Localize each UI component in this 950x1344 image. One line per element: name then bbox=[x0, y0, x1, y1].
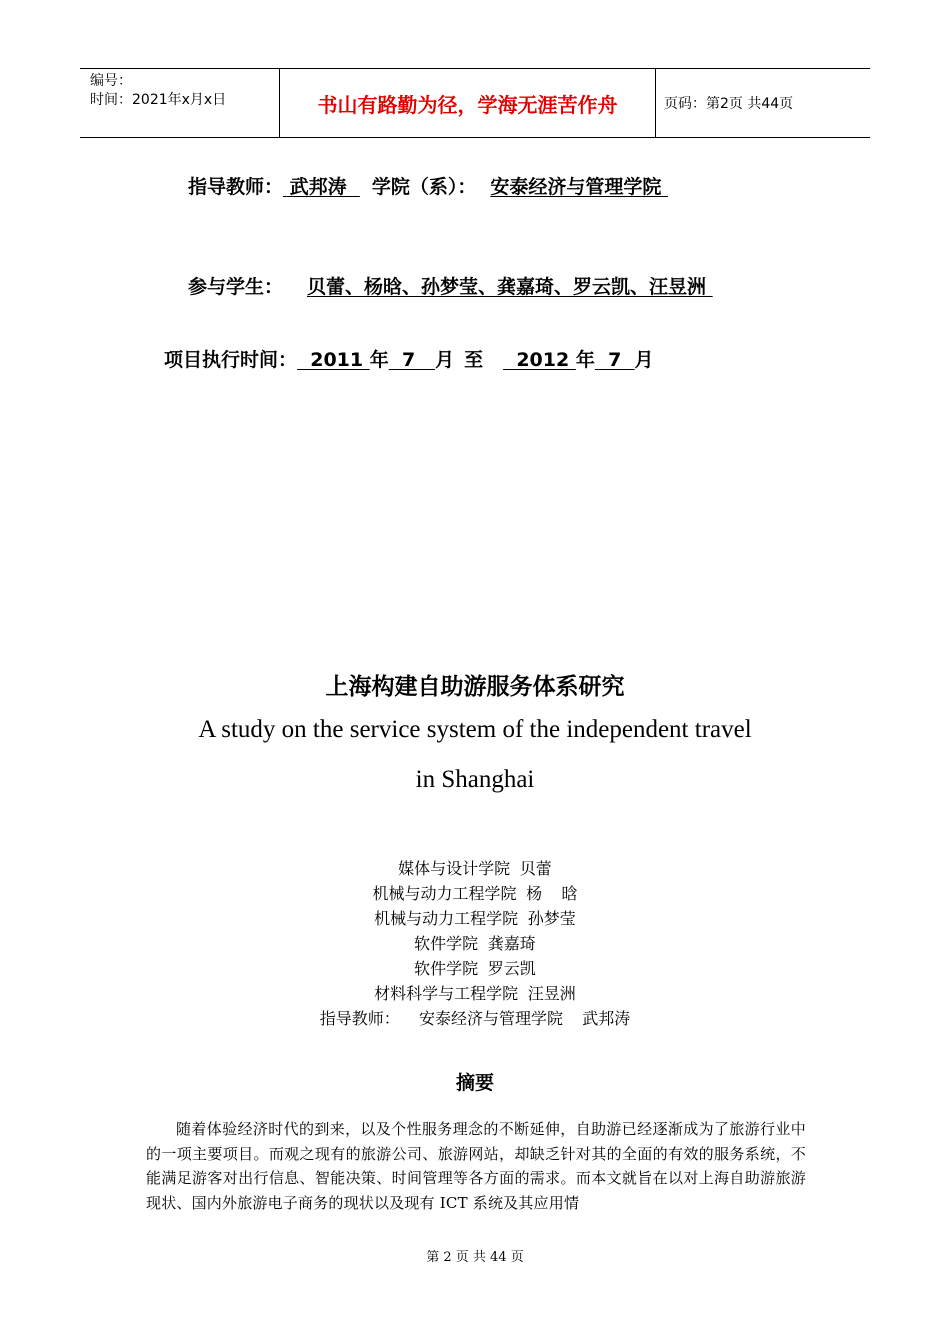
author-line: 软件学院 龚嘉琦 bbox=[414, 934, 536, 953]
year-char-1: 年 bbox=[369, 349, 389, 371]
advisor-value: 武邦涛 bbox=[283, 176, 360, 198]
author-line: 机械与动力工程学院 杨 晗 bbox=[372, 884, 578, 903]
students-row bbox=[188, 272, 713, 299]
header-table bbox=[80, 68, 870, 138]
advisor-row bbox=[188, 172, 668, 199]
students-label: 参与学生： bbox=[188, 276, 284, 298]
start-year: 2011 bbox=[297, 349, 370, 371]
author-line: 软件学院 罗云凯 bbox=[414, 959, 536, 978]
students-value: 贝蕾、杨晗、孙梦莹、龚嘉琦、罗云凯、汪昱洲 bbox=[307, 276, 713, 298]
title-chinese: 上海构建自助游服务体系研究 bbox=[325, 674, 625, 700]
title-english-line1: A study on the service system of the independent travel bbox=[198, 716, 752, 743]
start-month: 7 bbox=[388, 349, 436, 371]
advisor-line: 指导教师： 安泰经济与管理学院 武邦涛 bbox=[319, 1009, 631, 1028]
header-page-info: 页码：第2页 共44页 bbox=[664, 96, 794, 112]
author-line: 机械与动力工程学院 孙梦莹 bbox=[374, 909, 576, 928]
to-char: 至 bbox=[464, 349, 484, 371]
period-label: 项目执行时间： bbox=[164, 349, 298, 371]
month-char-2: 月 bbox=[634, 349, 654, 371]
author-line: 媒体与设计学院 贝蕾 bbox=[398, 859, 552, 878]
college-value: 安泰经济与管理学院 bbox=[490, 176, 669, 198]
date-label: 时间：2021年x月x日 bbox=[90, 92, 227, 108]
header-motto: 书山有路勤为径，学海无涯苦作舟 bbox=[280, 69, 656, 137]
end-month: 7 bbox=[594, 349, 635, 371]
abstract-body: 随着体验经济时代的到来，以及个性服务理念的不断延伸，自助游已经逐渐成为了旅游行业中的一项主要项目。而观之现有的旅游公司、旅游网站，却缺乏针对其的全面的有效的服务系统，不能满足游客对出行信息、智能决策、时间管理等各方面的需求。而本文就旨在以对上海自助游旅游现状、国内外旅游电子商务的现状以及现有 ICT 系统及其应用情 bbox=[146, 1120, 806, 1212]
college-label: 学院（系）： bbox=[371, 176, 477, 198]
abstract-title: 摘要 bbox=[455, 1072, 494, 1094]
period-row bbox=[164, 345, 654, 372]
footer-page-number: 第 2 页 共 44 页 bbox=[426, 1250, 524, 1265]
end-year: 2012 bbox=[503, 349, 576, 371]
author-line: 材料科学与工程学院 汪昱洲 bbox=[374, 984, 576, 1003]
header-meta-cell bbox=[80, 69, 280, 137]
serial-label: 编号： bbox=[90, 73, 132, 89]
authors-list bbox=[0, 856, 950, 1031]
year-char-2: 年 bbox=[575, 349, 595, 371]
advisor-label: 指导教师： bbox=[188, 176, 284, 198]
month-char-1: 月 bbox=[435, 349, 455, 371]
title-english-line2: in Shanghai bbox=[415, 766, 535, 793]
